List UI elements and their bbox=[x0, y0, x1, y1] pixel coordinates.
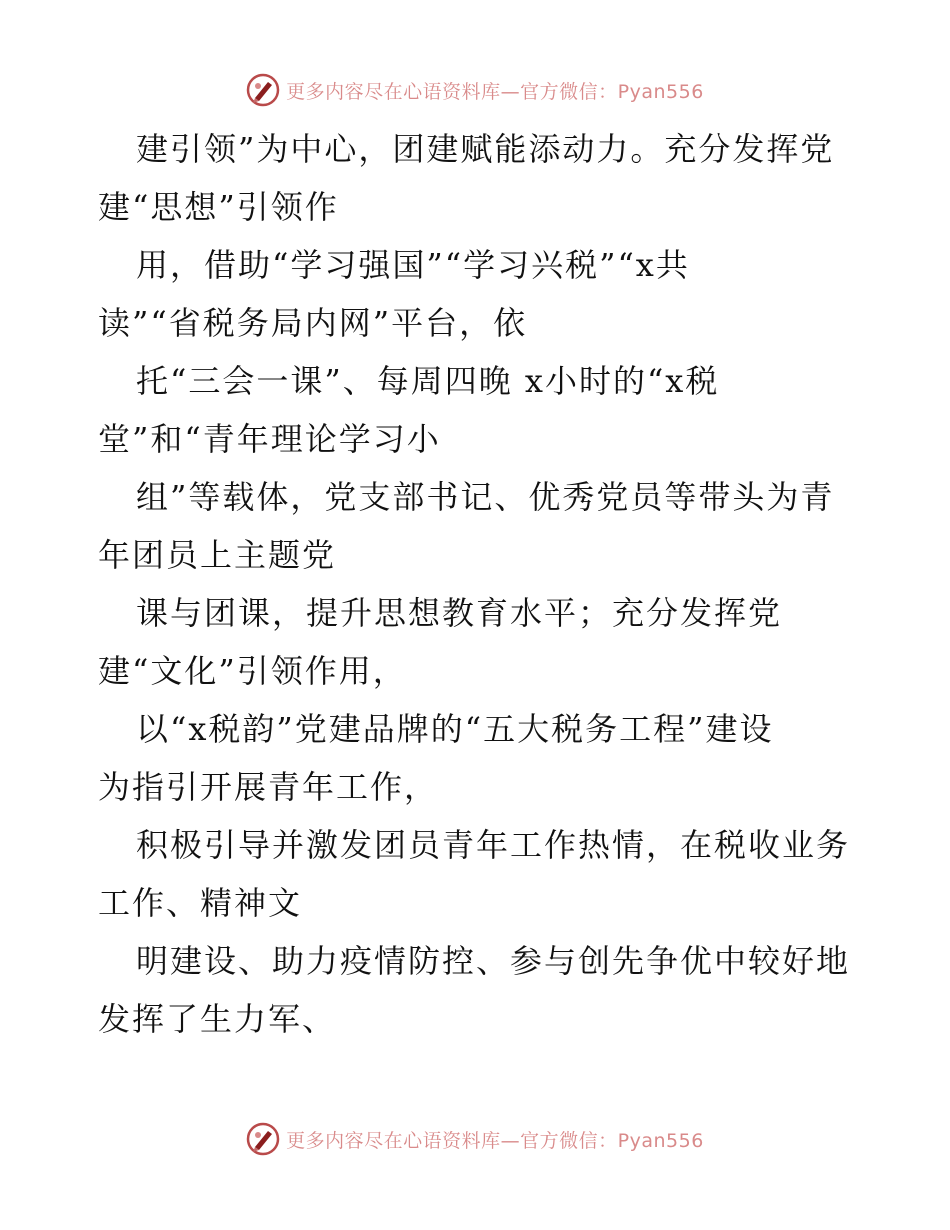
watermark-text: 更多内容尽在心语资料库—官方微信：Pyan556 bbox=[286, 1129, 704, 1152]
header-watermark bbox=[0, 72, 950, 108]
text-line: 建“思想”引领作 bbox=[98, 188, 339, 226]
text-line: 以“x税韵”党建品牌的“五大税务工程”建设 bbox=[136, 710, 774, 748]
watermark-text: 更多内容尽在心语资料库—官方微信：Pyan556 bbox=[286, 80, 704, 103]
text-line: 积极引导并激发团员青年工作热情，在税收业务 bbox=[136, 826, 851, 864]
text-line: 年团员上主题党 bbox=[98, 536, 337, 574]
text-line: 托“三会一课”、每周四晚 x小时的“x税 bbox=[136, 362, 720, 400]
pen-logo-icon bbox=[246, 73, 280, 107]
text-line: 读”“省税务局内网”平台，依 bbox=[98, 304, 528, 342]
text-line: 明建设、助力疫情防控、参与创先争优中较好地 bbox=[136, 942, 851, 980]
text-line: 课与团课，提升思想教育水平；充分发挥党 bbox=[136, 594, 783, 632]
text-line: 组”等载体，党支部书记、优秀党员等带头为青 bbox=[136, 478, 835, 516]
text-line: 用，借助“学习强国”“学习兴税”“x共 bbox=[136, 246, 690, 284]
text-line: 堂”和“青年理论学习小 bbox=[98, 420, 441, 458]
text-line: 建引领”为中心，团建赋能添动力。充分发挥党 bbox=[136, 130, 835, 168]
document-body bbox=[98, 120, 858, 1048]
footer-watermark bbox=[0, 1121, 950, 1157]
text-line: 工作、精神文 bbox=[98, 884, 303, 922]
pen-logo-icon bbox=[246, 1122, 280, 1156]
text-line: 建“文化”引领作用， bbox=[98, 652, 407, 690]
text-line: 为指引开展青年工作， bbox=[98, 768, 439, 806]
text-line: 发挥了生力军、 bbox=[98, 1000, 337, 1038]
